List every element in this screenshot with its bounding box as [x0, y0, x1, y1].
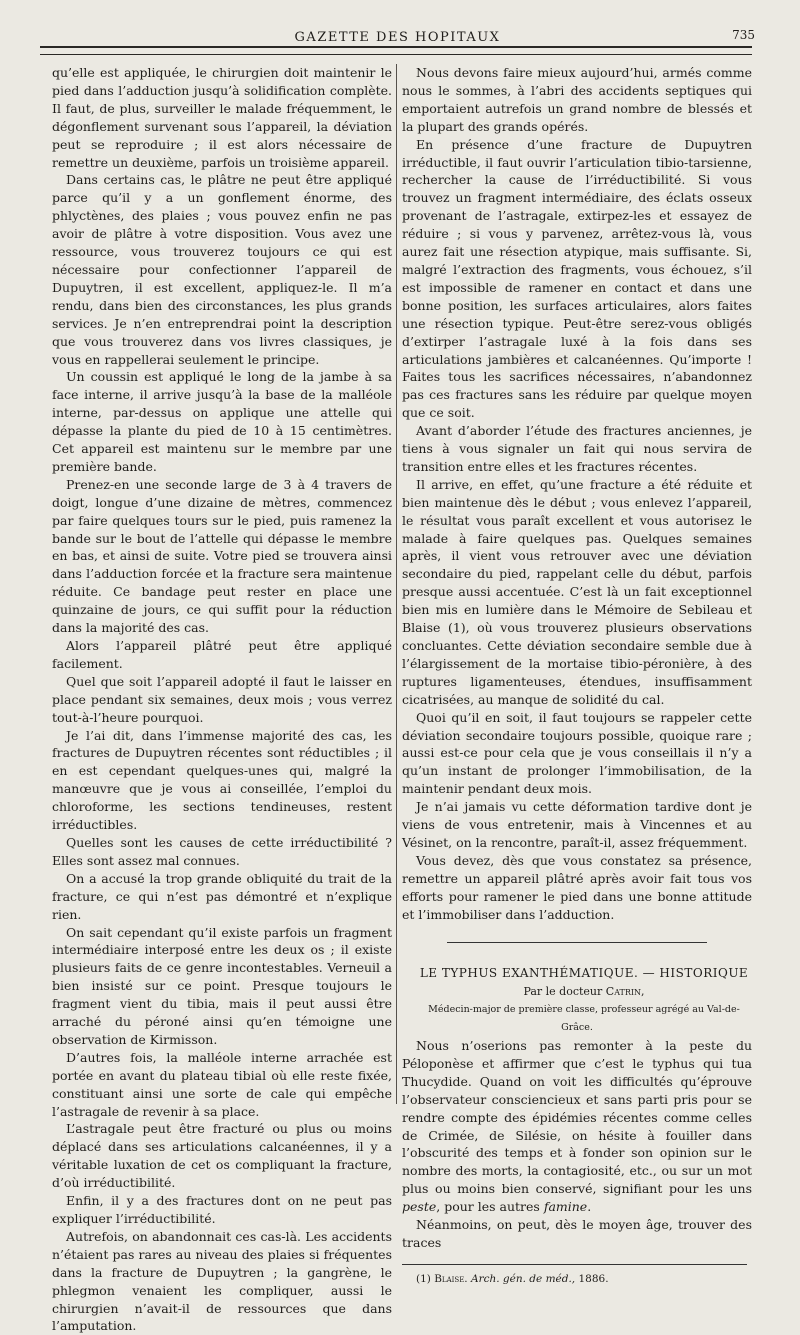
paragraph: Dans certains cas, le plâtre ne peut être appliqué parce qu’il y a un gonflement énorme, des phlyctènes, des plaies ; vous pouvez enfin ne pas avoir de plâtre à votre disposition. Vous avez une ressource, vous trouverez toujours ce qui est nécessaire pour confectionner l’appareil de Dupuytren, il est excellent, appliquez-le. Il m’a rendu, dans bien des circonstances, les plus grands services. Je n’en entreprendrai point la description que vous trouverez dans vos livres classiques, je vous en rappellerai seulement le principe. — [52, 172, 392, 367]
paragraph: Quelles sont les causes de cette irréductibilité ? Elles sont assez mal connues. — [52, 834, 392, 868]
paragraph: L’astragale peut être fracturé ou plus ou moins déplacé dans ses articulations calcanéennes, il y a véritable luxation de cet os compliquant la fracture, d’où irréductibilité. — [52, 1121, 392, 1191]
paragraph-text: Nous n’oserions pas remonter à la peste du Péloponèse et affirmer que c’est le typhus qui tua Thucydide. Quand on voit les difficultés qu’éprouve l’observateur consciencieux et sans parti pris pour se rendre compte des épidémies récentes comme celles de Crimée, de Silésie, on hésite à fouiller dans l’obscurité des temps et à fonder son opinion sur le nombre des morts, la contagiosité, etc., ou sur un mot plus ou moins bien conservé, signifiant pour les uns — [402, 1038, 752, 1197]
paragraph: Néanmoins, on peut, dès le moyen âge, trouver des traces — [402, 1217, 752, 1250]
paragraph: Quoi qu’il en soit, il faut toujours se rappeler cette déviation secondaire toujours possible, quoique rare ; aussi est-ce pour cela que je vous conseillais il n’y a qu’un instant de prolonger l’immobilisation, de la maintenir pendant deux mois. — [402, 709, 752, 797]
article-author: Catrin, — [605, 985, 645, 999]
paragraph: Je n’ai jamais vu cette déformation tardive dont je viens de vous entretenir, mais à Vincennes et au Vésinet, on la rencontre, paraît-il, assez fréquemment. — [402, 799, 752, 850]
paragraph: Un coussin est appliqué le long de la jambe à sa face interne, il arrive jusqu’à la base de la malléole interne, par-dessus on applique une attelle qui dépasse la plante du pied de 10 à 15 centimètres. Cet appareil est maintenu sur le membre par une première bande. — [52, 369, 392, 474]
paragraph: Vous devez, dès que vous constatez sa présence, remettre un appareil plâtré après avoir fait tous vos efforts pour ramener le pied dans une bonne attitude et l’immobiliser dans l’adduction. — [402, 852, 752, 922]
paragraph: Avant d’aborder l’étude des fractures anciennes, je tiens à vous signaler un fait qui nous servira de transition entre elles et les fractures récentes. — [402, 423, 752, 474]
paragraph: On a accusé la trop grande obliquité du trait de la fracture, ce qui n’est pas démontré et n’explique rien. — [52, 870, 392, 922]
right-column — [402, 64, 752, 1289]
italic-term: famine — [543, 1199, 588, 1215]
byline-prefix: Par le docteur — [523, 985, 603, 999]
paragraph-text: . — [587, 1199, 592, 1215]
left-column — [52, 64, 392, 1335]
column-divider — [396, 64, 397, 1104]
header-rule — [40, 46, 752, 55]
paragraph: D’autres fois, la malléole interne arrachée est portée en avant du plateau tibial où elle reste fixée, constituant ainsi une sorte de cale qui empêche l’astragale de revenir à sa place. — [52, 1049, 392, 1119]
footnote-journal: Arch. gén. de méd., — [471, 1272, 576, 1285]
paragraph: Quel que soit l’appareil adopté il faut le laisser en place pendant six semaines, deux mois ; vous verrez tout-à-l’heure pourquoi. — [52, 673, 392, 725]
paragraph: Prenez-en une seconde large de 3 à 4 travers de doigt, longue d’une dizaine de mètres, commencez par faire quelques tours sur le pied, puis ramenez la bande sur le bout de l’attelle qui dépasse le membre en bas, et ainsi de suite. Votre pied se trouvera ainsi dans l’adduction forcée et la fracture sera maintenue réduite. Ce bandage peut rester en place une quinzaine de jours, ce qui suffit pour la réduction dans la majorité des cas. — [52, 476, 392, 636]
italic-term: peste — [402, 1199, 437, 1215]
paragraph: Il arrive, en effet, qu’une fracture a été réduite et bien maintenue dès le début ; vous enlevez l’appareil, le résultat vous paraît excellent et vous autorisez le malade à faire quelques pas. Quelques semaines après, il vient vous retrouver avec une déviation secondaire du pied, rappelant celle du début, parfois presque aussi accentuée. C’est là un fait exceptionnel bien mis en lumière dans le Mémoire de Sebileau et Blaise (1), où vous trouverez plusieurs observations concluantes. Cette déviation secondaire semble due à l’élargissement de la mortaise tibio-péronière, à des ruptures ligamenteuses, étendues, insuffisamment cicatrisées, au manque de solidité du cal. — [402, 476, 752, 707]
footnote-marker: (1) — [416, 1272, 431, 1285]
footnote-rule — [402, 1264, 747, 1265]
paragraph: Enfin, il y a des fractures dont on ne peut pas expliquer l’irréductibilité. — [52, 1193, 392, 1226]
paragraph — [402, 1037, 752, 1216]
paragraph: qu’elle est appliquée, le chirurgien doit maintenir le pied dans l’adduction jusqu’à solidification complète. Il faut, de plus, surveiller le malade fréquemment, le dégonflement survenant sous l’appareil, la déviation peut se reproduire ; il est alors nécessaire de remettre un deuxième, parfois un troisième appareil. — [52, 65, 392, 170]
page-number: 735 — [732, 28, 755, 42]
footnote-year: 1886. — [578, 1272, 609, 1285]
paragraph: Alors l’appareil plâtré peut être appliqué facilement. — [52, 638, 392, 671]
article-title: LE TYPHUS EXANTHÉMATIQUE. — HISTORIQUE — [419, 966, 749, 981]
article-byline — [402, 983, 752, 1001]
paragraph-text: , pour les autres — [436, 1199, 540, 1215]
author-affiliation: Médecin-major de première classe, professeur agrégé au Val-de-Grâce. — [428, 1004, 740, 1034]
footnote — [402, 1271, 752, 1289]
paragraph: En présence d’une fracture de Dupuytren irréductible, il faut ouvrir l’articulation tibio-tarsienne, rechercher la cause de l’irréductibilité. Si vous trouvez un fragment intermédiaire, des éclats osseux provenant de l’astragale, extirpez-les et essayez de réduire ; si vous y parvenez, arrêtez-vous là, vous aurez fait une résection atypique, mais suffisante. Si, malgré l’extraction des fragments, vous échouez, s’il est impossible de ramener en contact et dans une bonne position, les surfaces articulaires, alors faites une résection typique. Peut-être serez-vous obligés d’extirper l’astragale luxé à la fois dans ses articulations jambières et calcanéennes. Qu’importe ! Faites tous les sacrifices nécessaires, n’abandonnez pas ces fractures sans les réduire par quelque moyen que ce soit. — [402, 136, 752, 421]
page-title: GAZETTE DES HOPITAUX — [294, 30, 501, 45]
footnote-author: Blaise. — [434, 1272, 468, 1285]
paragraph: Je l’ai dit, dans l’immense majorité des cas, les fractures de Dupuytren récentes sont réductibles ; il en est cependant quelques-unes qui, malgré la manœuvre que je vous ai conseillée, l’emploi du chloroforme, les sections tendineuses, restent irréductibles. — [52, 727, 392, 833]
paragraph: Autrefois, on abandonnait ces cas-là. Les accidents n’étaient pas rares au niveau des plaies si fréquentes dans la fracture de Dupuytren ; la gangrène, le phlegmon venaient les compliquer, aussi le chirurgien n’avait-il de ressources que dans l’amputation. — [52, 1228, 392, 1334]
paragraph: On sait cependant qu’il existe parfois un fragment intermédiaire interposé entre les deux os ; il existe plusieurs faits de ce genre incontestables. Verneuil a bien insisté sur ce point. Presque toujours le fragment vient du tibia, mais il peut aussi être arraché du péroné ainsi qu’en témoigne une observation de Kirmisson. — [52, 924, 392, 1047]
paragraph: Nous devons faire mieux aujourd’hui, armés comme nous le sommes, à l’abri des accidents septiques qui emportaient autrefois un grand nombre de blessés et la plupart des grands opérés. — [402, 65, 752, 134]
section-separator — [402, 934, 752, 952]
